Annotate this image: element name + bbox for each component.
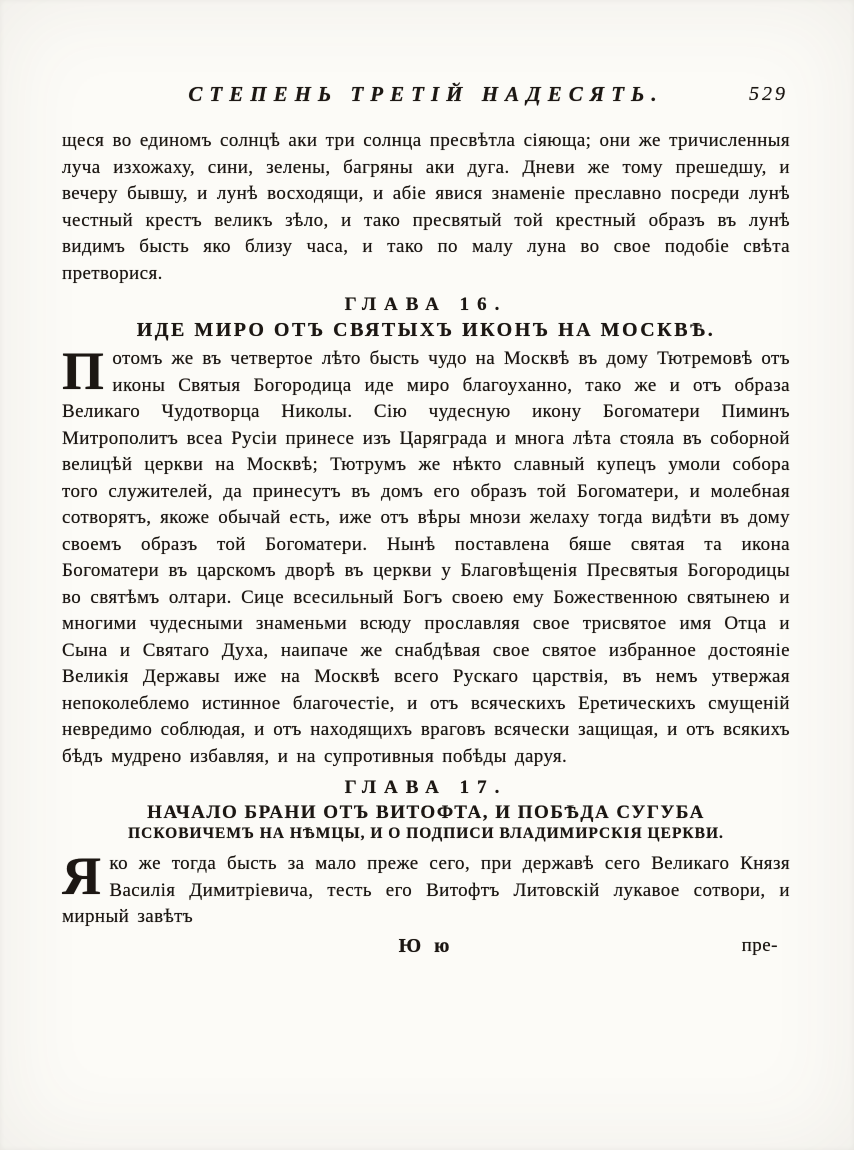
chapter-17-drop-cap: Я [62,846,102,906]
chapter-17-section [62,777,790,931]
running-title: СТЕПЕНЬ ТРЕТІЙ НАДЕСЯТЬ. [188,82,664,106]
page-header [62,82,790,116]
chapter-17-text: ко же тогда бысть за мало преже сего, при державѣ сего Великаго Князя Василія Димитріевича, тесть его Витофтъ Литовскій лукавое сотвори, и мирный завѣтъ [62,853,790,927]
chapter-16-paragraph [62,341,790,770]
chapter-16-section [62,294,790,770]
chapter-17-paragraph [62,846,790,931]
catchword: пре- [741,934,778,956]
chapter-17-label: ГЛАВА 17. [344,777,508,798]
signature-mark: Ю ю [398,934,454,957]
chapter-16-label: ГЛАВА 16. [344,294,508,315]
continuation-paragraph: щеся во единомъ солнцѣ аки три солнца пресвѣтла сіяюща; они же тричисленныя луча изхожаху, сини, зелены, багряны аки дуга. Дневи же тому прешедшу, и вечеру бывшу, и лунѣ восходящи, и абіе явися знаменіе преславно посреди лунѣ честный крестъ великъ зѣло, и тако пресвятый той крестный образъ въ лунѣ видимъ бысть яко близу часа, и тако по малу луна во свое подобіе свѣта претворися. [62,130,790,284]
chapter-17-heading-line2: ПСКОВИЧЕМЪ НА НѢМЦЫ, И О ПОДПИСИ ВЛАДИМИРСКІЯ ЦЕРКВИ. [128,825,724,842]
chapter-16-text: отомъ же въ четвертое лѣто бысть чудо на Москвѣ въ дому Тютремовѣ отъ иконы Святыя Богородица иде миро благоуханно, тако же и отъ образа Великаго Чудотворца Николы. Сію чудесную икону Богоматери Пиминъ Митрополитъ всеа Русіи принесе изъ Царяграда и многа лѣта стояла въ соборной велицѣй церкви на Москвѣ; Тютрумъ же нѣкто славный купецъ умоли собора того служителей, да принесутъ въ домъ его образъ той Богоматери, и молебная сотворятъ, якоже обычай есть, иже отъ вѣры мнози желаху тогда видѣти въ дому своемъ образъ той Богоматери. Нынѣ поставлена бяше святая та икона Богоматери въ царскомъ дворѣ въ церкви у Благовѣщенія Пресвятыя Богородицы во святѣмъ олтари. Сице всесильный Богъ своею ему Божественною святынею и многими чудесными знаменьми всюду прославляя свое трисвятое имя Отца и Сына и Святаго Духа, наипаче же снабдѣвая свое святое избранное достояніе Великія Державы иже на Москвѣ всего Рускаго царствія, въ немъ утвержая непоколеблемо истинное благочестіе, и отъ всяческихъ Еретическихъ смущеній невредимо соблюдая, и отъ находящихъ враговъ всячески защищая, и отъ всякихъ бѣдъ мудрено избавляя, и на супротивныя побѣды даруя. [62,348,790,767]
page-footer [62,935,790,965]
chapter-16-drop-cap: П [62,341,105,401]
chapter-16-heading: ИДЕ МИРО ОТЪ СВЯТЫХЪ ИКОНЪ НА МОСКВѢ. [136,319,716,341]
page-number: 529 [749,83,788,105]
chapter-17-heading-line1: НАЧАЛО БРАНИ ОТЪ ВИТОФТА, И ПОБѢДА СУГУБА [147,802,705,823]
